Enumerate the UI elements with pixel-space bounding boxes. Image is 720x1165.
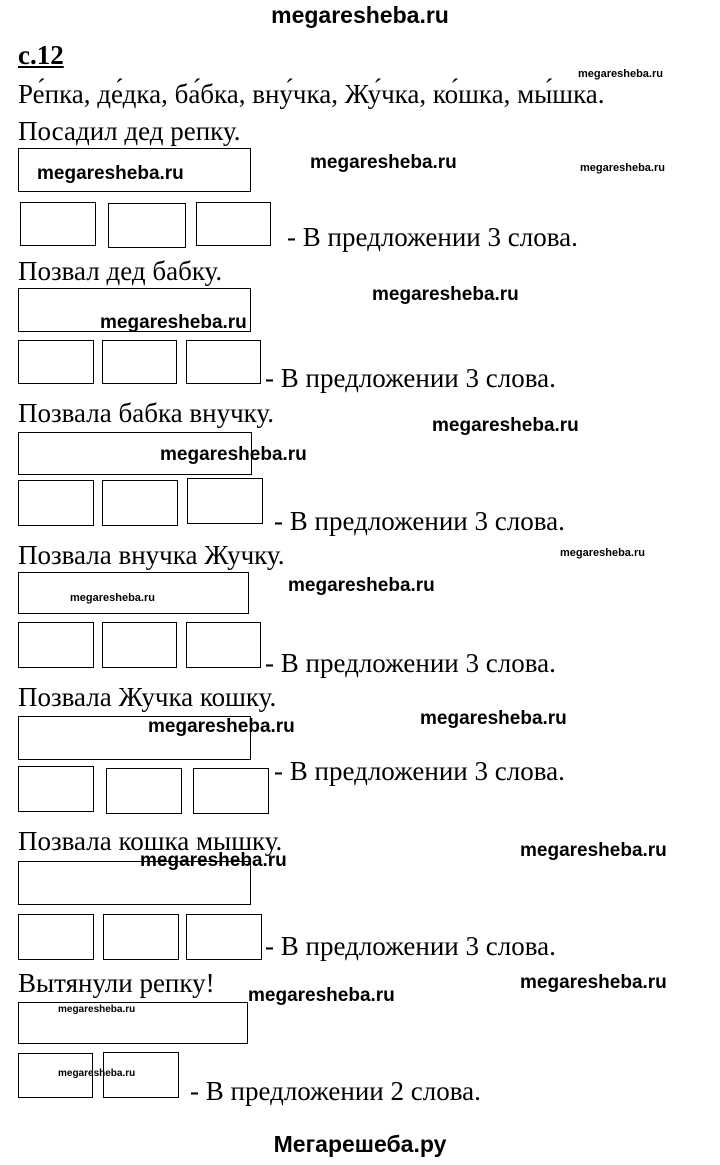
watermark-text: megaresheba.ru: [58, 1004, 136, 1015]
word-count-text: - В предложении 3 слова.: [265, 648, 556, 678]
watermark-text: megaresheba.ru: [148, 716, 295, 737]
sentence-text: Посадил дед репку.: [18, 116, 241, 146]
word-box: [18, 766, 94, 812]
watermark-text: megaresheba.ru: [248, 985, 395, 1006]
watermark-text: megaresheba.ru: [578, 68, 663, 80]
watermark-text: megaresheba.ru: [37, 163, 184, 184]
word-box: [186, 340, 261, 384]
site-header: megaresheba.ru: [271, 2, 449, 28]
word-count-text: - В предложении 2 слова.: [190, 1076, 481, 1106]
word-box: [187, 478, 263, 524]
watermark-text: megaresheba.ru: [560, 547, 645, 559]
watermark-text: megaresheba.ru: [432, 415, 579, 436]
word-count-text: - В предложении 3 слова.: [274, 756, 565, 786]
watermark-text: megaresheba.ru: [160, 444, 307, 465]
word-box: [102, 622, 177, 668]
word-box: [18, 914, 94, 960]
sentence-text: Позвала внучка Жучку.: [18, 540, 285, 570]
word-box: [103, 914, 179, 960]
watermark-text: megaresheba.ru: [70, 592, 155, 604]
sentence-text: Позвал дед бабку.: [18, 256, 223, 286]
word-box: [102, 480, 178, 526]
word-box: [108, 203, 186, 248]
word-box: [193, 768, 269, 814]
sentence-text: Позвала кошка мышку.: [18, 826, 283, 856]
sentence-scheme-box: [18, 861, 251, 905]
watermark-text: megaresheba.ru: [310, 152, 457, 173]
word-box: [18, 622, 94, 668]
watermark-text: megaresheba.ru: [372, 284, 519, 305]
watermark-text: megaresheba.ru: [580, 162, 665, 174]
watermark-text: megaresheba.ru: [100, 312, 247, 333]
word-box: [106, 768, 182, 814]
word-box: [18, 340, 94, 384]
sentence-text: Позвала бабка внучку.: [18, 398, 274, 428]
page-number: с.12: [18, 40, 64, 70]
watermark-text: megaresheba.ru: [420, 708, 567, 729]
word-box: [18, 480, 94, 526]
site-footer: Мегарешеба.ру: [273, 1131, 447, 1157]
watermark-text: megaresheba.ru: [520, 840, 667, 861]
word-box: [20, 202, 96, 246]
watermark-text: megaresheba.ru: [58, 1068, 136, 1079]
word-count-text: - В предложении 3 слова.: [274, 506, 565, 536]
word-count-text: - В предложении 3 слова.: [287, 222, 578, 252]
watermark-text: megaresheba.ru: [140, 850, 287, 871]
word-box: [186, 914, 262, 960]
sentence-text: Позвала Жучка кошку.: [18, 682, 277, 712]
watermark-text: megaresheba.ru: [288, 575, 435, 596]
word-box: [102, 340, 177, 384]
word-count-text: - В предложении 3 слова.: [265, 931, 556, 961]
word-count-text: - В предложении 3 слова.: [265, 363, 556, 393]
watermark-text: megaresheba.ru: [520, 972, 667, 993]
word-box: [196, 202, 271, 246]
word-box: [186, 622, 261, 668]
word-list: Ре́пка, де́дка, ба́бка, вну́чка, Жу́чка, ко́шка, мы́шка.: [18, 79, 605, 109]
sentence-text: Вытянули репку!: [18, 968, 215, 998]
